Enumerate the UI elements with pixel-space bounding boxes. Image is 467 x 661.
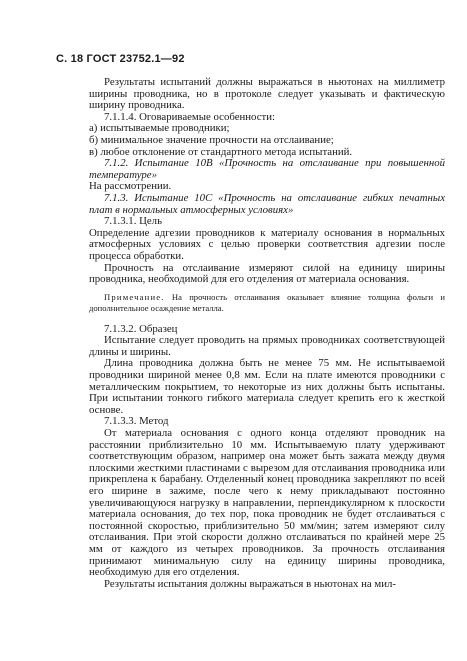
paragraph-strength: Прочность на отслаивание измеряют силой на единицу ширины проводника, необходимой для его отделения от материала основания. bbox=[89, 261, 445, 286]
list-item: в) любое отклонение от стандартного метода испытаний. bbox=[89, 145, 353, 158]
features-list bbox=[89, 123, 445, 158]
section-7-1-1-4-heading: 7.1.1.4. Оговариваемые особенности: bbox=[104, 110, 275, 123]
note bbox=[89, 292, 445, 314]
section-7-1-2-heading: 7.1.2. Испытание 10В «Прочность на отслаивание при повышенной температуре» bbox=[89, 157, 445, 181]
paragraph-results: Результаты испытаний должны выражаться в ньютонах на миллиметр ширины проводника, но в протоколе следует указывать и фактическую ширину проводника. bbox=[89, 76, 445, 112]
section-7-1-3-2-heading: 7.1.3.2. Образец bbox=[104, 322, 178, 335]
paragraph-method: От материала основания с одного конца отделяют проводник на расстоянии приблизительно 10 мм. Испытываемую плату удерживают соответствующим образом, например она может быть зажата между двумя плоскими жесткими пластинами с вырезом для отслаивания проводника или прикреплена к барабану. Отделенный конец проводника закрепляют по всей его ширине в зажиме, после чего к нему прикладывают постоянно увеличивающуюся нагрузку в направлении, перпендикулярном к плоскости материала основания, до тех пор, пока проводник не будет отслаиваться с постоянной скоростью, приблизительно 50 мм/мин; затем измеряют силу отслаивания. При этой скорости должно отслаиваться по крайней мере 25 мм от каждого из четырех проводников. За прочность отслаивания принимают минимальную силу на единицу ширины проводника, необходимую для его отделения. bbox=[89, 427, 445, 579]
paragraph-results-final: Результаты испытания должны выражаться в ньютонах на мил- bbox=[104, 577, 397, 590]
paragraph-length: Длина проводника должна быть не менее 75 мм. Не испытываемой проводники шириной менее 0,8 мм. Если на плате имеются проводники с металлическим покрытием, то некоторые из них должны быть испытаны. При испытании тонкого гибкого материала следует крепить его к жесткой основе. bbox=[89, 357, 445, 416]
document-body bbox=[89, 77, 445, 590]
paragraph-specimen: Испытание следует проводить на прямых проводниках соответствующей длины и ширины. bbox=[89, 334, 445, 358]
paragraph-under-review: На рассмотрении. bbox=[89, 180, 172, 193]
section-7-1-3-3-heading: 7.1.3.3. Метод bbox=[104, 415, 169, 428]
list-item: б) минимальное значение прочности на отслаивание; bbox=[89, 133, 334, 146]
section-7-1-3-heading: 7.1.3. Испытание 10С «Прочность на отслаивание гибких печатных плат в нормальных атмосферных условиях» bbox=[89, 191, 445, 216]
section-7-1-3-1-heading: 7.1.3.1. Цель bbox=[104, 215, 162, 228]
page-header: С. 18 ГОСТ 23752.1—92 bbox=[56, 53, 185, 65]
list-item: а) испытываемые проводники; bbox=[89, 122, 230, 135]
paragraph-purpose: Определение адгезии проводников к материалу основания в нормальных атмосферных условиях с целью проверки соответствия адгезии после процесса обработки. bbox=[89, 226, 445, 262]
note-lead: Примечание. bbox=[104, 291, 165, 302]
note-text: На прочность отслаивания оказывает влияние толщина фольги и дополнительное осаждение металла. bbox=[89, 291, 445, 313]
